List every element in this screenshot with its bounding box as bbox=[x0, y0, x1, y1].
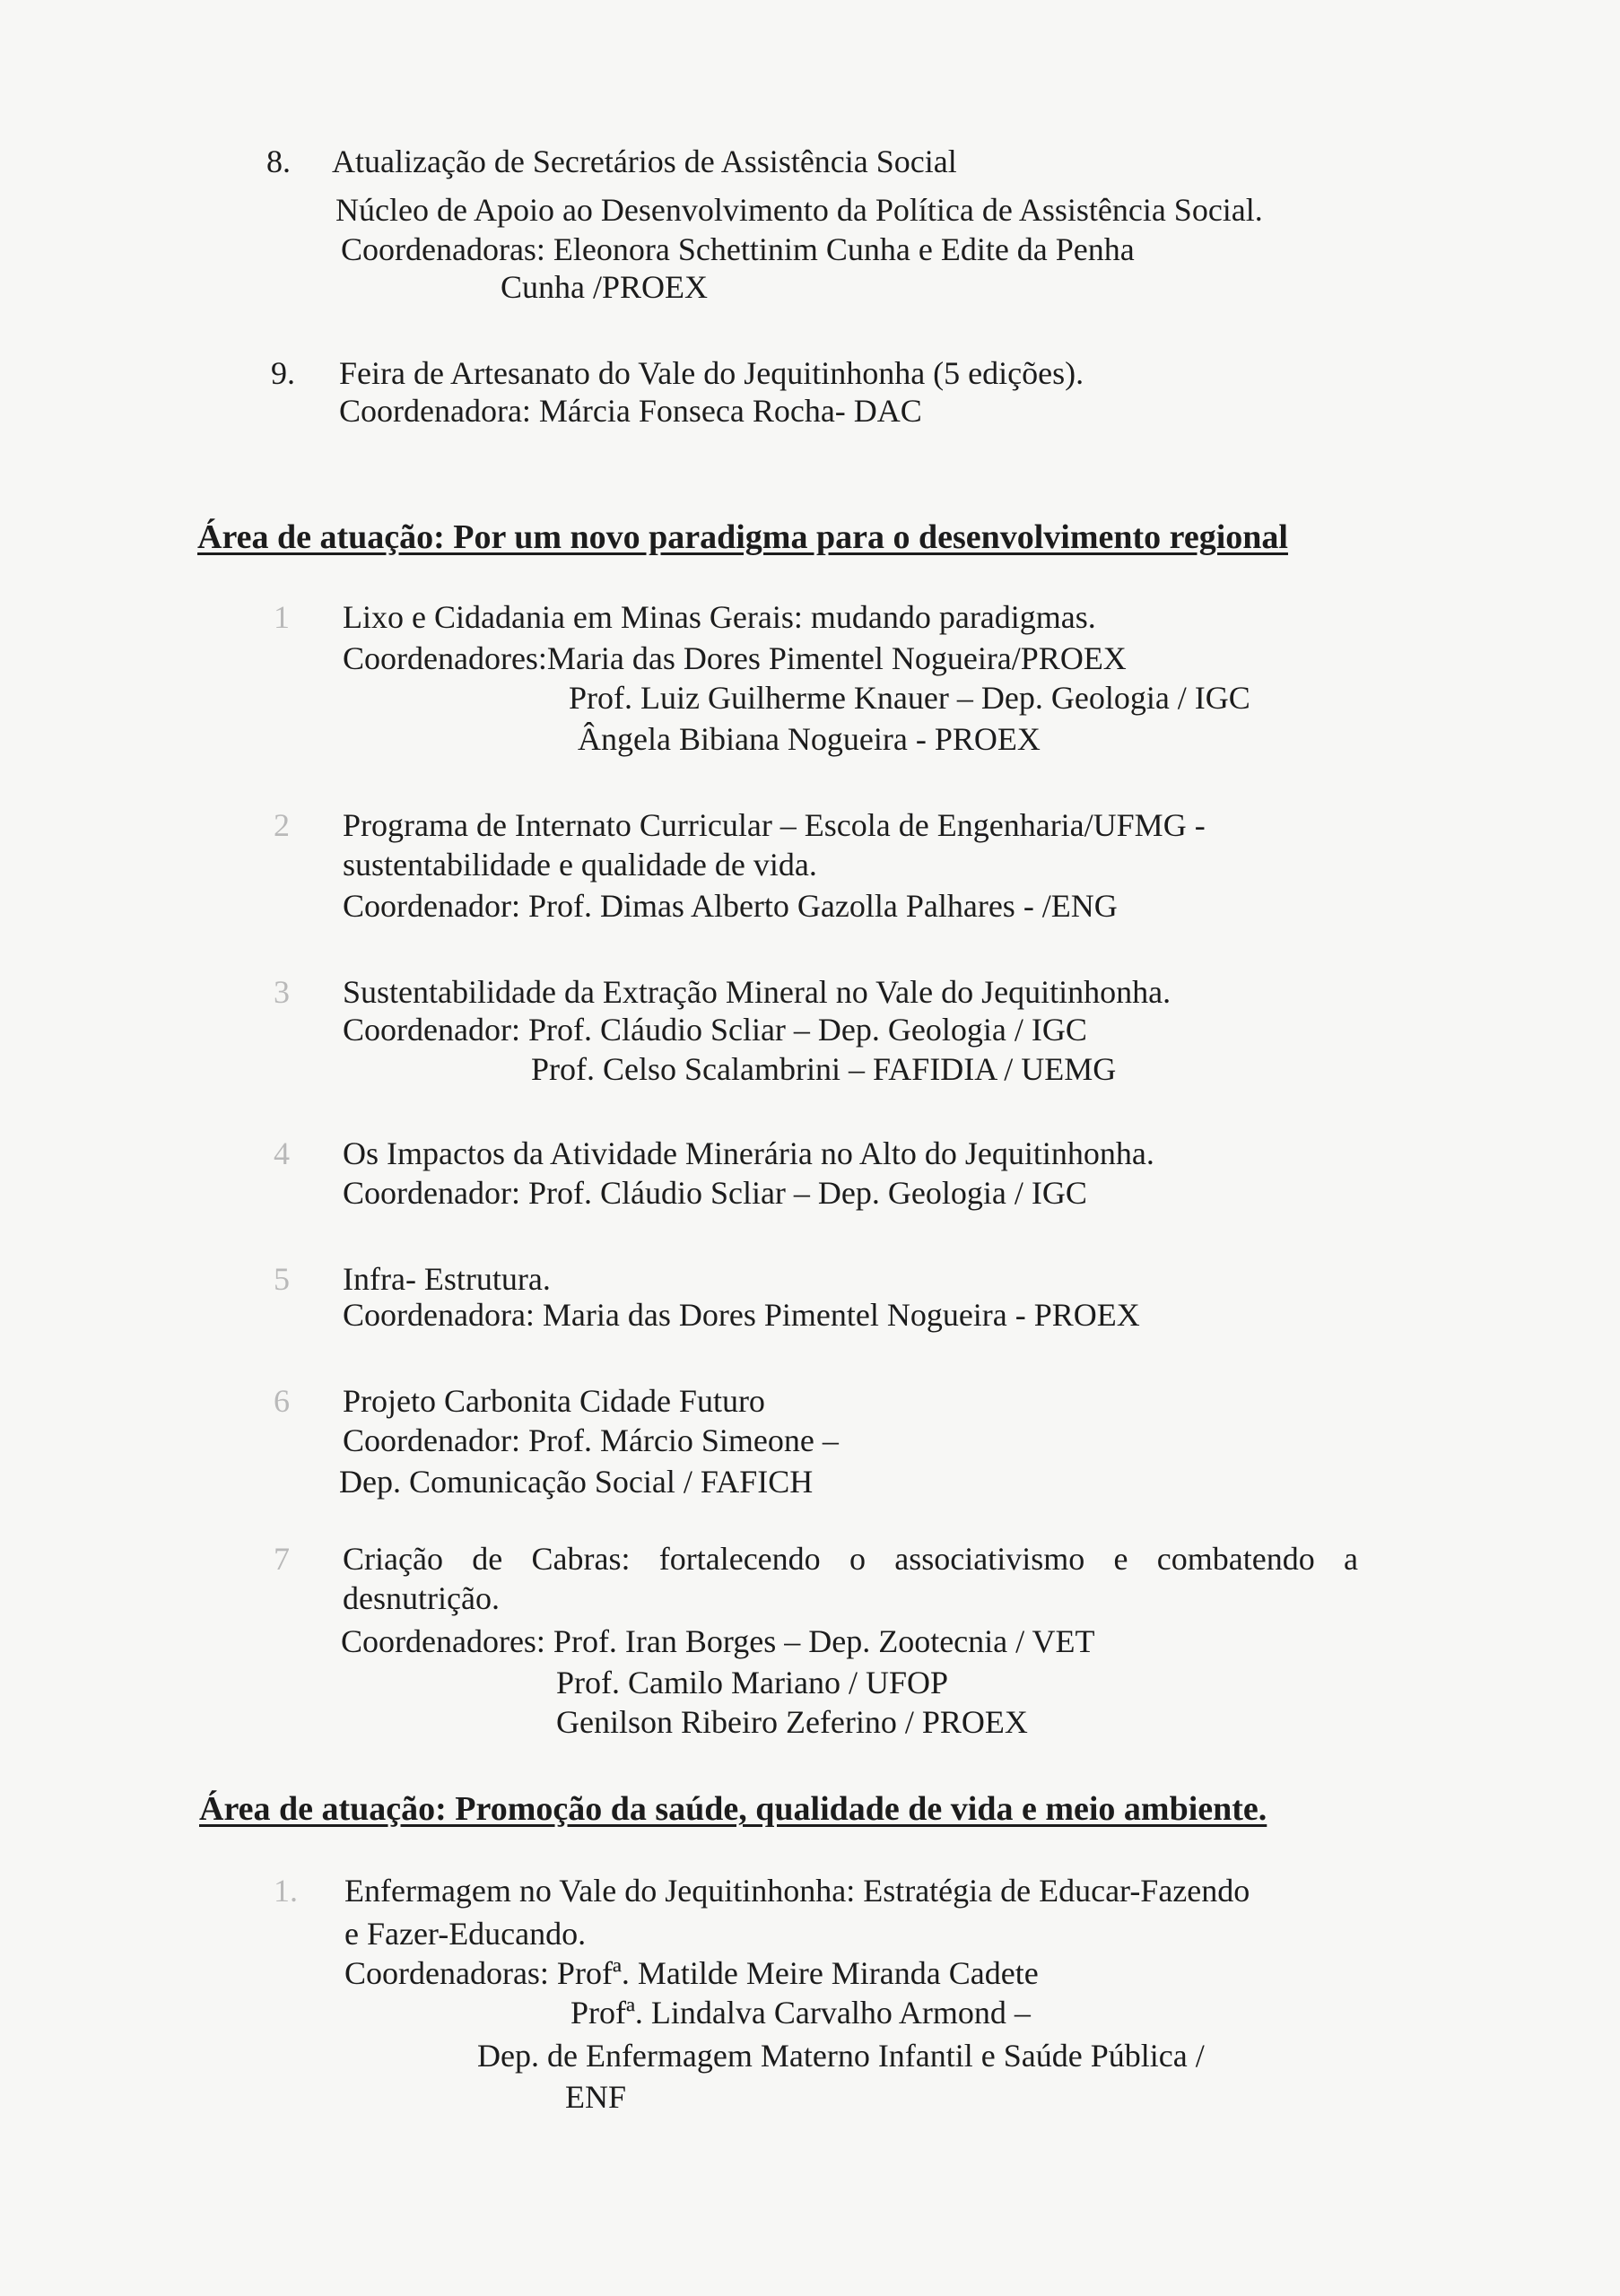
project-title: Lixo e Cidadania em Minas Gerais: mudando paradigmas. bbox=[343, 599, 1096, 635]
project-title: Programa de Internato Curricular – Escola de Engenharia/UFMG - bbox=[343, 807, 1206, 843]
item-number: 6 bbox=[274, 1383, 290, 1419]
project-coordinators: Coordenador: Prof. Cláudio Scliar – Dep. Geologia / IGC bbox=[343, 1175, 1087, 1211]
project-title-cont: desnutrição. bbox=[343, 1580, 500, 1616]
project-coordinator: Genilson Ribeiro Zeferino / PROEX bbox=[556, 1704, 1028, 1740]
project-coordinator: Ângela Bibiana Nogueira - PROEX bbox=[578, 721, 1041, 757]
project-title-cont: e Fazer-Educando. bbox=[344, 1916, 587, 1952]
project-title: Projeto Carbonita Cidade Futuro bbox=[343, 1383, 765, 1419]
project-title: Criação de Cabras: fortalecendo o associativismo e combatendo a bbox=[343, 1541, 1358, 1577]
item-title: Atualização de Secretários de Assistência Social bbox=[332, 144, 957, 179]
project-title: Os Impactos da Atividade Minerária no Alto do Jequitinhonha. bbox=[343, 1135, 1154, 1171]
project-coordinators: Coordenadora: Maria das Dores Pimentel Nogueira - PROEX bbox=[343, 1297, 1140, 1333]
project-coordinator-dept-cont: ENF bbox=[565, 2079, 627, 2115]
project-title: Sustentabilidade da Extração Mineral no Vale do Jequitinhonha. bbox=[343, 974, 1171, 1010]
section-heading: Área de atuação: Por um novo paradigma para o desenvolvimento regional bbox=[197, 518, 1288, 556]
project-coordinator-dept: Dep. de Enfermagem Materno Infantil e Saúde Pública / bbox=[477, 2038, 1205, 2074]
item-number: 4 bbox=[274, 1135, 290, 1171]
project-coordinators: Coordenadores: Prof. Iran Borges – Dep. Zootecnia / VET bbox=[341, 1623, 1095, 1659]
project-title-cont: sustentabilidade e qualidade de vida. bbox=[343, 847, 817, 883]
item-subtitle: Núcleo de Apoio ao Desenvolvimento da Política de Assistência Social. bbox=[335, 192, 1263, 228]
item-number: 1. bbox=[274, 1873, 298, 1909]
project-coordinator: Prof. Luiz Guilherme Knauer – Dep. Geologia / IGC bbox=[569, 680, 1250, 716]
item-coordinators: Coordenadora: Márcia Fonseca Rocha- DAC bbox=[339, 393, 922, 429]
item-number: 1 bbox=[274, 599, 290, 635]
project-coordinator: Prof. Camilo Mariano / UFOP bbox=[556, 1665, 948, 1700]
project-title: Infra- Estrutura. bbox=[343, 1261, 551, 1297]
item-title: Feira de Artesanato do Vale do Jequitinhonha (5 edições). bbox=[339, 355, 1084, 391]
section-heading: Área de atuação: Promoção da saúde, qualidade de vida e meio ambiente. bbox=[199, 1790, 1267, 1828]
item-number: 5 bbox=[274, 1261, 290, 1297]
item-number: 8. bbox=[266, 144, 291, 179]
project-coordinator: Profª. Lindalva Carvalho Armond – bbox=[570, 1995, 1031, 2031]
project-coordinator: Prof. Celso Scalambrini – FAFIDIA / UEMG bbox=[531, 1051, 1117, 1087]
item-number: 3 bbox=[274, 974, 290, 1010]
project-coordinators: Coordenadoras: Profª. Matilde Meire Miranda Cadete bbox=[344, 1955, 1039, 1991]
item-number: 7 bbox=[274, 1541, 290, 1577]
project-coordinators: Coordenador: Prof. Dimas Alberto Gazolla Palhares - /ENG bbox=[343, 888, 1118, 924]
item-number: 2 bbox=[274, 807, 290, 843]
project-coordinators: Coordenador: Prof. Márcio Simeone – bbox=[343, 1422, 839, 1458]
item-coordinators-cont: Cunha /PROEX bbox=[501, 269, 709, 305]
item-coordinators: Coordenadoras: Eleonora Schettinim Cunha e Edite da Penha bbox=[341, 231, 1135, 267]
project-coordinators: Coordenadores:Maria das Dores Pimentel Nogueira/PROEX bbox=[343, 640, 1127, 676]
project-title: Enfermagem no Vale do Jequitinhonha: Estratégia de Educar-Fazendo bbox=[344, 1873, 1250, 1909]
item-number: 9. bbox=[271, 355, 295, 391]
project-coordinators: Coordenador: Prof. Cláudio Scliar – Dep. Geologia / IGC bbox=[343, 1012, 1087, 1048]
project-coordinator-dept: Dep. Comunicação Social / FAFICH bbox=[339, 1464, 814, 1500]
